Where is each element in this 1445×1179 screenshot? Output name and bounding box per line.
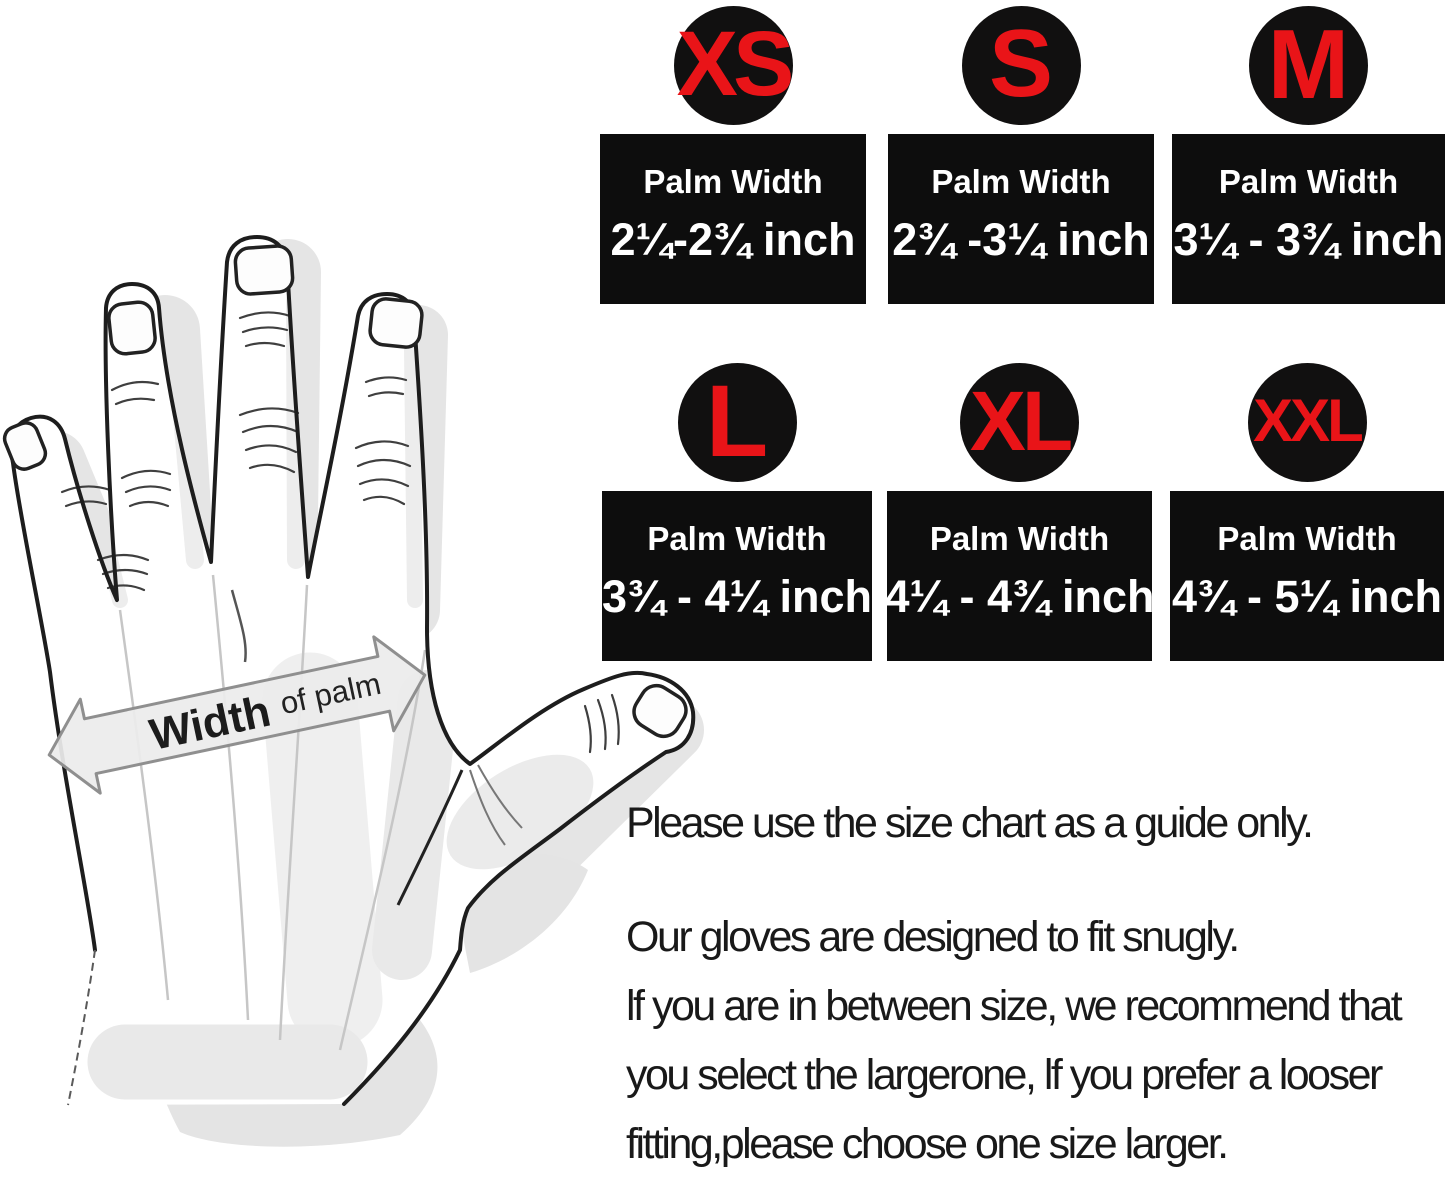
size-badge-s-label: S <box>988 9 1054 117</box>
size-badge-m-label: M <box>1267 8 1350 119</box>
size-cell-xs <box>600 6 866 304</box>
note-line: Our gloves are designed to fit snugly. <box>626 913 1238 961</box>
palm-width-label: Palm Width <box>1218 163 1399 200</box>
size-badge-xxl-label: XXL <box>1253 386 1361 454</box>
palm-width-label: Palm Width <box>1217 520 1397 557</box>
note-intro: Please use the size chart as a guide only. <box>626 799 1312 847</box>
size-badge-xs <box>674 6 793 125</box>
size-badge-l-label: L <box>705 363 769 478</box>
size-badge-l <box>678 363 797 482</box>
palm-width-panel-l <box>602 491 872 661</box>
palm-width-label: Palm Width <box>931 163 1111 200</box>
size-cell-s <box>888 6 1154 304</box>
palm-width-range: 4¼ - 4¾ inch <box>884 571 1155 622</box>
palm-width-label: Palm Width <box>643 163 823 200</box>
palm-width-range: 3¼ - 3¾ inch <box>1173 214 1444 265</box>
palm-width-range: 3¾ - 4¼ inch <box>601 571 873 622</box>
palm-width-label: Palm Width <box>647 520 827 557</box>
size-badge-xl <box>960 363 1079 482</box>
palm-width-range: 2¾ -3¼ inch <box>892 214 1150 265</box>
size-badge-s <box>962 6 1081 125</box>
size-badge-m <box>1249 6 1368 125</box>
measure-label: Width <box>145 686 275 760</box>
size-cell-m <box>1172 6 1445 304</box>
note-line: lf you are in between size, we recommend that <box>626 982 1401 1030</box>
palm-width-panel-xl <box>884 491 1155 661</box>
size-badge-xs-label: XS <box>676 12 790 115</box>
size-badge-xl-label: XL <box>969 373 1070 468</box>
palm-width-label: Palm Width <box>929 520 1110 557</box>
sizing-notes <box>626 797 1445 1179</box>
size-cell-xxl <box>1170 363 1444 661</box>
size-cell-l <box>602 363 872 661</box>
size-cell-xl <box>884 363 1155 661</box>
note-body <box>626 903 1445 1179</box>
palm-width-panel-m <box>1172 134 1445 304</box>
palm-width-range: 4¾ - 5¼ inch <box>1171 571 1443 622</box>
palm-width-panel-s <box>888 134 1154 304</box>
size-badge-xxl <box>1248 363 1367 482</box>
note-line: fitting,please choose one size larger. <box>626 1120 1227 1168</box>
palm-width-range: 2¼-2¾ inch <box>610 214 856 265</box>
palm-width-panel-xxl <box>1170 491 1444 661</box>
note-line: you select the largerone, lf you prefer a looser <box>626 1051 1381 1099</box>
palm-width-panel-xs <box>600 134 866 304</box>
measure-label-small: of palm <box>277 665 384 722</box>
